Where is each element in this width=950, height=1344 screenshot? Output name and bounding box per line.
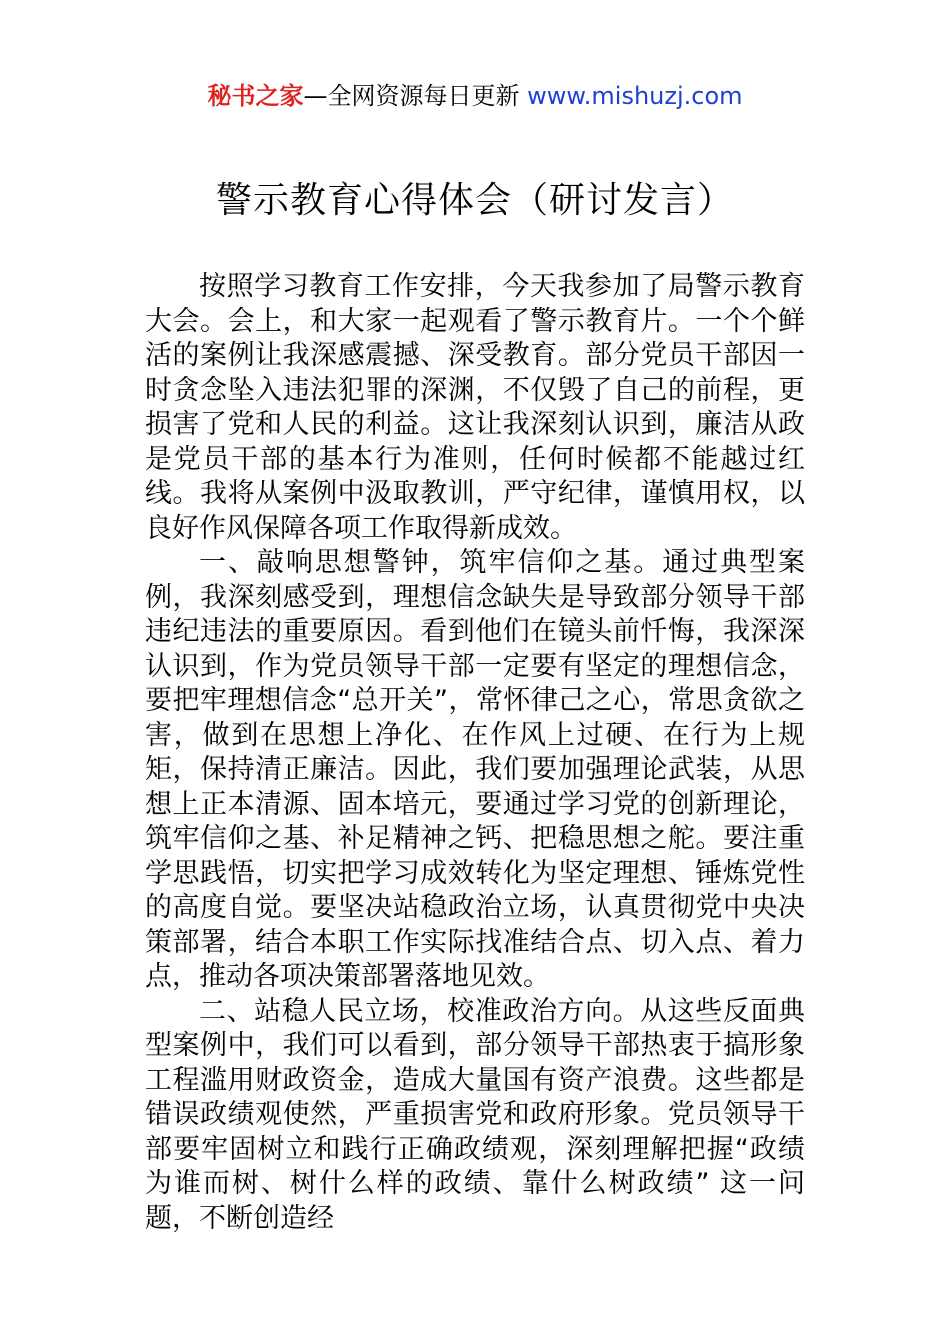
paragraph-intro: 按照学习教育工作安排，今天我参加了局警示教育大会。会上，和大家一起观看了警示教育片。一个个鲜活的案例让我深感震撼、深受教育。部分党员干部因一时贪念坠入违法犯罪的深渊，不仅毁了自己的前程，更损害了党和人民的利益。这让我深刻认识到，廉洁从政是党员干部的基本行为准则，任何时候都不能越过红线。我将从案例中汲取教训，严守纪律，谨慎用权，以良好作风保障各项工作取得新成效。 (145, 271, 805, 544)
site-tagline: —全网资源每日更新 (303, 82, 528, 110)
paragraph-section-one: 一、敲响思想警钟，筑牢信仰之基。通过典型案例，我深刻感受到，理想信念缺失是导致部分领导干部违纪违法的重要原因。看到他们在镜头前忏悔，我深深认识到，作为党员领导干部一定要有坚定的理想信念，要把牢理想信念“总开关”，常怀律己之心，常思贪欲之害，做到在思想上净化、在作风上过硬、在行为上规矩，保持清正廉洁。因此，我们要加强理论武装，从思想上正本清源、固本培元，要通过学习党的创新理论，筑牢信仰之基、补足精神之钙、把稳思想之舵。要注重学思践悟，切实把学习成效转化为坚定理想、锤炼党性的高度自觉。要坚决站稳政治立场，认真贯彻党中央决策部署，结合本职工作实际找准结合点、切入点、着力点，推动各项决策部署落地见效。 (145, 547, 805, 992)
site-brand: 秘书之家 (207, 82, 304, 110)
site-header (0, 78, 950, 114)
paragraph-section-two: 二、站稳人民立场，校准政治方向。从这些反面典型案例中，我们可以看到，部分领导干部热衷于搞形象工程滥用财政资金，造成大量国有资产浪费。这些都是错误政绩观使然，严重损害党和政府形象。党员领导干部要牢固树立和践行正确政绩观，深刻理解把握“政绩为谁而树、树什么样的政绩、靠什么树政绩” 这一问题，不断创造经 (145, 995, 805, 1234)
site-url-link[interactable]: www.mishuzj.com (527, 82, 743, 110)
document-body (145, 270, 805, 1236)
document-title: 警示教育心得体会（研讨发言） (215, 180, 734, 221)
